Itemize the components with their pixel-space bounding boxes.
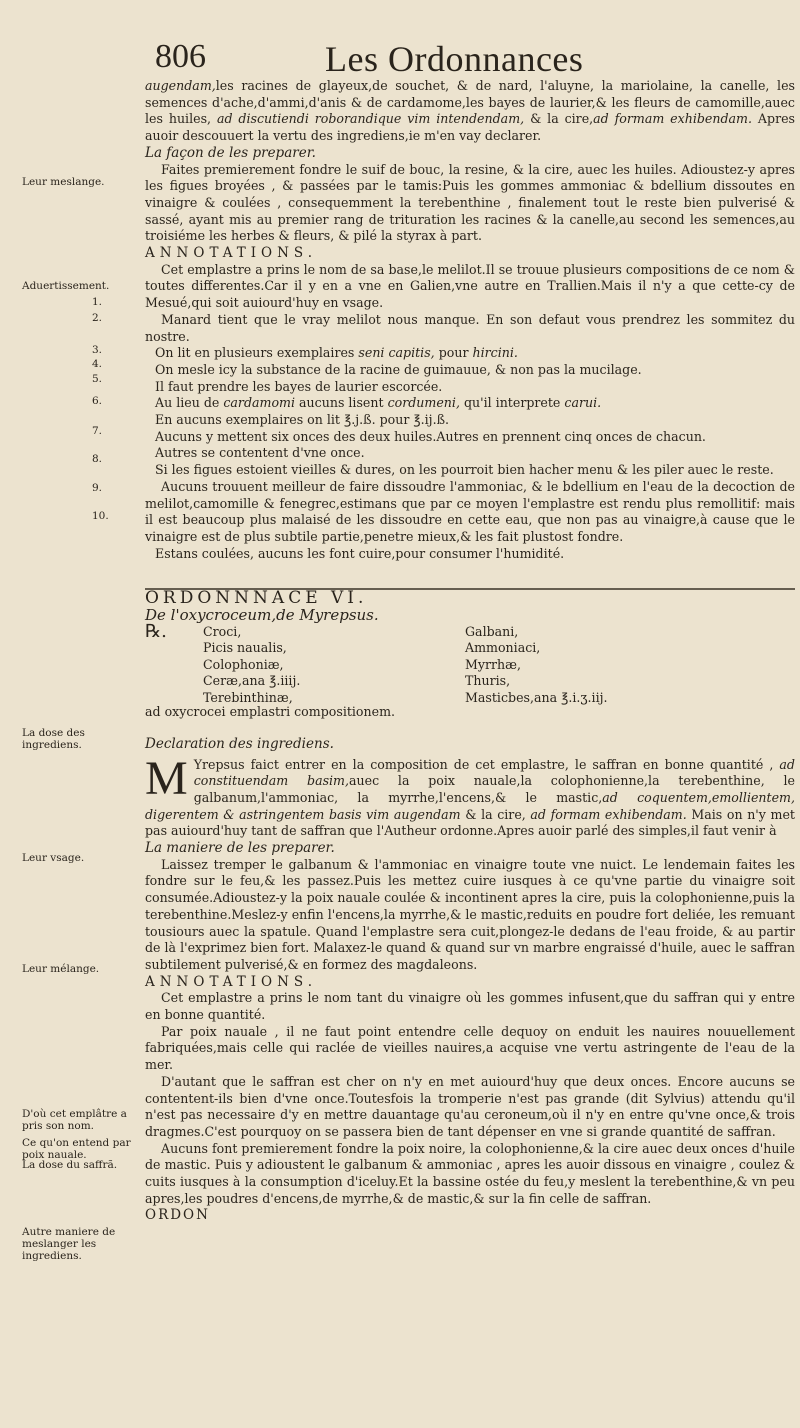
ingredient: Masticbes,ana ℥.i.ʒ.iij. bbox=[465, 689, 608, 705]
paragraph bbox=[145, 78, 795, 145]
section-divider bbox=[145, 588, 795, 590]
latin-text: carui. bbox=[564, 395, 602, 411]
annotation-line: Autres se contentent d'vne once. bbox=[155, 445, 365, 461]
ingredient: Terebinthinæ, bbox=[203, 689, 293, 705]
section-heading: La maniere de les preparer. bbox=[145, 840, 335, 857]
text: Yrepsus faict entrer en la composition de cet emplastre, le saffran en bonne quantité , bbox=[193, 756, 774, 772]
text: & la cire, bbox=[530, 111, 594, 127]
annotation-line: En aucuns exemplaires on lit ℥.j.ß. pour ℥.ij.ß. bbox=[155, 412, 450, 428]
latin-text: augendam, bbox=[145, 78, 216, 93]
page-body bbox=[145, 78, 795, 1224]
text: On lit en plusieurs exemplaires bbox=[155, 345, 355, 361]
annotation-line bbox=[145, 345, 795, 362]
catchword: ORDON bbox=[145, 1207, 210, 1224]
paragraph: D'autant que le saffran est cher on n'y en met auiourd'huy que deux onces. Encore aucuns se contentent-ils bien d'vne once.Toutesfois la tromperie n'est pas grande (dit Sylvius) attendu qu'il n'est pas necessaire d'y en mettre dauantage qu'au ceroneum,où il n'y en entre qu'vne once,& trois dragmes.C'est pourquoy on se passera bien de tant dépenser en vne si grande quantité de saffran. bbox=[145, 1073, 795, 1139]
annotations-heading: ANNOTATIONS. bbox=[145, 245, 317, 262]
text: aucuns lisent bbox=[299, 395, 384, 411]
note-number: 6. bbox=[92, 395, 103, 407]
ingredient-column-left bbox=[203, 624, 300, 707]
annotation-line: On mesle icy la substance de la racine de guimauue, & non pas la mucilage. bbox=[155, 361, 642, 377]
latin-text: cordumeni, bbox=[387, 395, 460, 411]
ingredient: Ceræ,ana ℥.iiij. bbox=[203, 673, 301, 689]
latin-text: cardamomi bbox=[223, 395, 296, 411]
note-number: 7. bbox=[92, 425, 103, 437]
ingredient: Picis naualis, bbox=[203, 640, 287, 656]
recipe-block bbox=[145, 620, 795, 736]
text: & la cire, bbox=[465, 806, 526, 822]
annotation-line: Aucuns trouuent meilleur de faire dissoudre l'ammoniac, & le bdellium en l'eau de la decoction de melilot,camomille & fenegrec,estimans que par ce moyen l'emplastre est rendu plus remollitif: mais il est beaucoup plus malaisé de les dissoudre en cette eau, que non pas au vinaigre,à cause que le vinaigre est de plus subtile partie,penetre mieux,& les fait plustost fondre. bbox=[145, 478, 795, 544]
section-heading: Declaration des ingrediens. bbox=[145, 735, 334, 752]
margin-note: La dose des ingrediens. bbox=[22, 727, 85, 751]
margin-note: D'où cet emplâtre a pris son nom. bbox=[22, 1108, 127, 1132]
note-number: 1. bbox=[92, 296, 103, 308]
section-heading: La façon de les preparer. bbox=[145, 144, 316, 161]
paragraph: Laissez tremper le galbanum & l'ammoniac en vinaigre toute vne nuict. Le lendemain faites les fondre sur le feu,& les passez.Puis les mettez cuire iusques à ce qu'vne partie du vinaigre soit consumée.Adioustez-y la poix nauale coulée & incontinent apres la cire, puis la colophonienne,puis la terebenthine.Meslez-y enfin l'encens,la myrrhe,& le mastic,reduits en poudre fort deliée, les remuant tousiours auec la spatule. Quand l'emplastre sera cuit,plongez-le dedans de l'eau froide, & au partir de là l'exprimez bien fort. Malaxez-le quand & quand sur vn marbre engraissé d'huile, auec le saffran subtilement pulverisé,& en formez des magdaleons. bbox=[145, 856, 795, 972]
annotation-line: Il faut prendre les bayes de laurier escorcée. bbox=[155, 378, 443, 394]
note-number: 8. bbox=[92, 453, 103, 465]
ingredient: Thuris, bbox=[465, 673, 511, 689]
ordonnance-title: ORDONNNACE VI. bbox=[145, 588, 368, 609]
paragraph: Manard tient que le vray melilot nous manque. En son defaut vous prendrez les sommitez du nostre. bbox=[145, 311, 795, 344]
text: Au lieu de bbox=[155, 395, 220, 411]
running-title: Les Ordonnances bbox=[325, 39, 584, 79]
paragraph: Cet emplastre a prins le nom tant du vinaigre où les gommes infusent,que du saffran qui y entre en bonne quantité. bbox=[145, 990, 795, 1023]
note-number: 5. bbox=[92, 373, 103, 385]
text: auec la poix nauale,la colophonienne,la terebenthine, le galbanum,l'ammoniac, la myrrhe,l'encens,& le mastic, bbox=[193, 773, 795, 805]
paragraph: Aucuns font premierement fondre la poix noire, la colophonienne,& la cire auec deux onces d'huile de mastic. Puis y adioustent le galbanum & ammoniac , apres les auoir dissous en vinaigre , coulez & cuits iusques à la consumption d'iceluy.Et la bassine ostée du feu,y meslent la terebenthine,& vn peu apres,les poudres d'encens,de myrrhe,& de mastic,& sur la fin celle de saffran. bbox=[145, 1140, 795, 1206]
ingredient-column-right bbox=[465, 624, 608, 707]
latin-text: ad coquentem,emollientem, digerentem & astringentem basis vim augendam bbox=[145, 789, 795, 822]
recipe-symbol: ℞. bbox=[145, 620, 167, 642]
ingredient: Colophoniæ, bbox=[203, 656, 284, 672]
annotation-line: Si les figues estoient vieilles & dures, on les pourroit bien hacher menu & les piler auec le reste. bbox=[155, 462, 774, 478]
note-number: 9. bbox=[92, 482, 103, 494]
margin-note: Ce qu'on entend par poix nauale. bbox=[22, 1137, 131, 1161]
annotation-line: Aucuns y mettent six onces des deux huiles.Autres en prennent cinq onces de chacun. bbox=[155, 428, 706, 444]
paragraph: Par poix nauale , il ne faut point entendre celle dequoy on enduit les nauires nouuellement fabriquées,mais celle qui raclée de vieilles nauires,a acquise vne vertu astringente de l'eau de la mer. bbox=[145, 1023, 795, 1073]
text: qu'il interprete bbox=[463, 395, 561, 411]
drop-cap: M bbox=[145, 751, 188, 805]
margin-note: Autre maniere de meslanger les ingrediens. bbox=[22, 1226, 116, 1262]
note-number: 3. bbox=[92, 344, 103, 356]
text: Mais on n'y met pas auiourd'huy tant de saffran que l'Autheur ordonne.Apres auoir parlé des simples,il faut venir à bbox=[145, 806, 795, 839]
text: les racines de glayeux,de souchet, & de nard, l'aluyne, la mariolaine, la canelle, les semences d'ache,d'ammi,d'anis & de cardamome,les bayes de laurier,& les fleurs de camomille,auec les huiles, bbox=[145, 78, 795, 127]
text: Apres auoir descouuert la vertu des ingrediens,ie m'en vay declarer. bbox=[145, 111, 796, 144]
margin-note: La dose du saffrã. bbox=[22, 1159, 118, 1171]
margin-note: Aduertissement. bbox=[22, 280, 110, 292]
ordonnance-subtitle: De l'oxycroceum,de Myrepsus. bbox=[145, 606, 379, 625]
annotation-line: Estans coulées, aucuns les font cuire,pour consumer l'humidité. bbox=[155, 545, 565, 561]
ingredient: Myrrhæ, bbox=[465, 656, 522, 672]
paragraph: Cet emplastre a prins le nom de sa base,le melilot.Il se trouue plusieurs compositions de ce nom & toutes differentes.Car il y en a vne en Galien,vne autre en Trallien.Mais il n'y a que cette-cy de Mesué,qui soit auiourd'huy en vsage. bbox=[145, 261, 795, 311]
recipe-tail: ad oxycrocei emplastri compositionem. bbox=[145, 703, 396, 719]
latin-text: ad formam exhibendam. bbox=[593, 111, 753, 127]
text: pour bbox=[438, 345, 469, 361]
latin-text: ad formam exhibendam. bbox=[530, 806, 687, 822]
paragraph bbox=[145, 751, 795, 841]
ingredient: Croci, bbox=[203, 623, 242, 639]
page-number: 806 bbox=[155, 38, 206, 75]
latin-text: seni capitis, bbox=[358, 345, 435, 361]
page-header bbox=[150, 38, 770, 82]
paragraph: Faites premierement fondre le suif de bouc, la resine, & la cire, auec les huiles. Adioustez-y apres les figues broyées , & passées par le tamis:Puis les gommes ammoniac & bdellium dissoutes en vinaigre & coulées , consequemment la terebenthine , finalement tout le reste bien pulverisé & sassé, ayant mis au premier rang de trituration les racines & la canelle,au second les semences,au troisiéme les herbes & fleurs, & pilé la styrax à part. bbox=[145, 161, 795, 244]
margin-note: Leur mélange. bbox=[22, 963, 100, 975]
latin-text: ad discutiendi roborandique vim intendendam, bbox=[216, 111, 525, 127]
annotation-line bbox=[145, 395, 795, 412]
ingredient: Ammoniaci, bbox=[465, 640, 541, 656]
latin-text: hircini. bbox=[472, 345, 518, 361]
annotations-heading: ANNOTATIONS. bbox=[145, 973, 317, 990]
note-number: 2. bbox=[92, 312, 103, 324]
ingredient: Galbani, bbox=[465, 623, 519, 639]
margin-note: Leur meslange. bbox=[22, 176, 105, 188]
note-number: 4. bbox=[92, 358, 103, 370]
latin-text: ad constituendam basim, bbox=[193, 756, 795, 789]
note-number: 10. bbox=[92, 510, 109, 522]
margin-note: Leur vsage. bbox=[22, 852, 85, 864]
